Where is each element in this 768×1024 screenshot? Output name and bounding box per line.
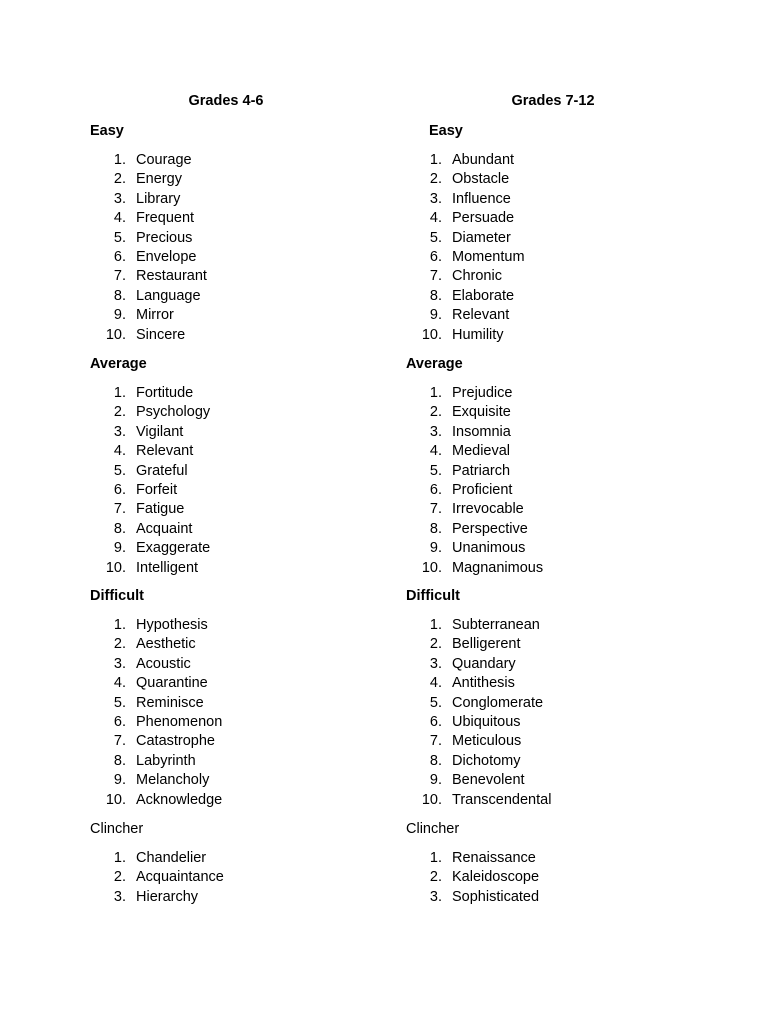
item-number: 9. bbox=[429, 307, 442, 324]
item-number: 3. bbox=[429, 190, 442, 207]
item-number: 7. bbox=[429, 501, 442, 518]
item-number: 7. bbox=[113, 733, 126, 750]
item-number: 2. bbox=[113, 636, 126, 653]
item-word: Mirror bbox=[136, 307, 174, 324]
item-word: Prejudice bbox=[452, 385, 513, 401]
item-number: 9. bbox=[113, 540, 126, 557]
item-number: 8. bbox=[113, 520, 126, 537]
item-number: 2. bbox=[429, 636, 442, 653]
item-word: Reminisce bbox=[136, 694, 204, 711]
item-number: 7. bbox=[113, 268, 126, 285]
item-word: Benevolent bbox=[452, 772, 525, 789]
item-number: 10. bbox=[421, 326, 442, 343]
item-word: Aesthetic bbox=[136, 636, 196, 653]
item-word: Ubiquitous bbox=[452, 713, 521, 730]
item-number: 8. bbox=[113, 752, 126, 769]
item-word: Catastrophe bbox=[136, 733, 215, 750]
item-word: Sophisticated bbox=[452, 888, 540, 905]
item-word: Kaleidoscope bbox=[452, 869, 540, 886]
item-number: 10. bbox=[105, 326, 126, 343]
item-word: Quarantine bbox=[136, 675, 208, 692]
item-word: Precious bbox=[136, 229, 193, 246]
item-number: 8. bbox=[429, 520, 442, 537]
section-label-average: Average bbox=[90, 356, 147, 372]
section-label-difficult: Difficult bbox=[90, 588, 144, 604]
item-word: Unanimous bbox=[452, 540, 526, 557]
item-number: 5. bbox=[429, 229, 442, 246]
item-word: Relevant bbox=[452, 307, 510, 324]
item-number: 3. bbox=[113, 655, 126, 672]
item-number: 6. bbox=[429, 248, 442, 265]
item-word: Envelope bbox=[136, 248, 197, 265]
item-word: Proficient bbox=[452, 481, 513, 498]
item-word: Sincere bbox=[136, 326, 186, 343]
item-number: 4. bbox=[113, 210, 126, 227]
item-word: Labyrinth bbox=[136, 752, 196, 769]
item-number: 4. bbox=[429, 210, 442, 227]
item-number: 9. bbox=[113, 772, 126, 789]
item-word: Belligerent bbox=[452, 636, 521, 653]
item-word: Fortitude bbox=[136, 385, 194, 401]
item-word: Elaborate bbox=[452, 287, 515, 304]
item-word: Meticulous bbox=[452, 733, 522, 750]
item-number: 2. bbox=[429, 404, 442, 421]
item-number: 2. bbox=[429, 869, 442, 886]
section-label-average: Average bbox=[406, 356, 463, 372]
item-word: Chandelier bbox=[136, 850, 207, 866]
item-word: Library bbox=[136, 190, 181, 207]
item-word: Momentum bbox=[452, 248, 525, 265]
item-number: 7. bbox=[429, 733, 442, 750]
item-word: Acoustic bbox=[136, 655, 191, 672]
item-word: Transcendental bbox=[452, 791, 552, 808]
item-word: Magnanimous bbox=[452, 559, 544, 576]
item-number: 8. bbox=[429, 287, 442, 304]
item-number: 1. bbox=[113, 617, 126, 633]
item-number: 6. bbox=[429, 713, 442, 730]
item-word: Chronic bbox=[452, 268, 502, 285]
item-number: 1. bbox=[429, 152, 442, 168]
item-number: 6. bbox=[429, 481, 442, 498]
item-word: Exaggerate bbox=[136, 540, 211, 557]
item-number: 6. bbox=[113, 713, 126, 730]
section-label-easy: Easy bbox=[429, 123, 463, 139]
item-number: 7. bbox=[113, 501, 126, 518]
item-number: 1. bbox=[113, 850, 126, 866]
item-word: Irrevocable bbox=[452, 501, 524, 518]
item-word: Dichotomy bbox=[452, 752, 521, 769]
section-label-clincher: Clincher bbox=[90, 821, 144, 837]
item-number: 6. bbox=[113, 248, 126, 265]
item-number: 5. bbox=[113, 694, 126, 711]
item-word: Diameter bbox=[452, 229, 511, 246]
item-word: Abundant bbox=[452, 152, 515, 168]
item-word: Psychology bbox=[136, 404, 211, 421]
item-number: 4. bbox=[113, 443, 126, 460]
item-word: Obstacle bbox=[452, 171, 510, 188]
item-number: 3. bbox=[113, 190, 126, 207]
item-number: 9. bbox=[113, 307, 126, 324]
column-title: Grades 4-6 bbox=[188, 93, 264, 109]
item-number: 2. bbox=[113, 171, 126, 188]
item-number: 1. bbox=[429, 617, 442, 633]
item-word: Medieval bbox=[452, 443, 511, 460]
item-word: Renaissance bbox=[452, 850, 536, 866]
item-word: Phenomenon bbox=[136, 713, 223, 730]
item-word: Patriarch bbox=[452, 462, 511, 479]
item-number: 10. bbox=[105, 791, 126, 808]
item-number: 5. bbox=[429, 694, 442, 711]
item-word: Conglomerate bbox=[452, 694, 544, 711]
item-word: Relevant bbox=[136, 443, 194, 460]
item-number: 3. bbox=[429, 655, 442, 672]
item-word: Frequent bbox=[136, 210, 195, 227]
item-number: 4. bbox=[429, 675, 442, 692]
item-word: Acquaintance bbox=[136, 869, 224, 886]
item-word: Courage bbox=[136, 152, 192, 168]
item-number: 2. bbox=[113, 869, 126, 886]
item-number: 4. bbox=[113, 675, 126, 692]
item-word: Subterranean bbox=[452, 617, 540, 633]
item-word: Language bbox=[136, 287, 201, 304]
item-number: 8. bbox=[429, 752, 442, 769]
item-number: 1. bbox=[113, 385, 126, 401]
item-number: 1. bbox=[113, 152, 126, 168]
item-number: 9. bbox=[429, 772, 442, 789]
item-number: 1. bbox=[429, 385, 442, 401]
item-number: 3. bbox=[429, 423, 442, 440]
item-word: Hierarchy bbox=[136, 888, 199, 905]
item-word: Insomnia bbox=[452, 423, 511, 440]
item-number: 5. bbox=[429, 462, 442, 479]
item-word: Perspective bbox=[452, 520, 528, 537]
item-word: Antithesis bbox=[452, 675, 515, 692]
item-word: Humility bbox=[452, 326, 504, 343]
item-word: Energy bbox=[136, 171, 182, 188]
section-label-difficult: Difficult bbox=[406, 588, 460, 604]
item-number: 5. bbox=[113, 229, 126, 246]
item-number: 10. bbox=[421, 791, 442, 808]
section-label-easy: Easy bbox=[90, 123, 124, 139]
item-word: Restaurant bbox=[136, 268, 207, 285]
item-number: 9. bbox=[429, 540, 442, 557]
item-word: Grateful bbox=[136, 462, 188, 479]
item-word: Persuade bbox=[452, 210, 515, 227]
item-word: Influence bbox=[452, 190, 511, 207]
item-number: 3. bbox=[113, 423, 126, 440]
item-number: 3. bbox=[429, 888, 442, 905]
item-number: 6. bbox=[113, 481, 126, 498]
item-word: Acknowledge bbox=[136, 791, 223, 808]
item-word: Forfeit bbox=[136, 481, 178, 498]
item-word: Hypothesis bbox=[136, 617, 208, 633]
item-word: Vigilant bbox=[136, 423, 184, 440]
column-title: Grades 7-12 bbox=[511, 93, 595, 109]
item-number: 3. bbox=[113, 888, 126, 905]
item-number: 2. bbox=[429, 171, 442, 188]
item-word: Melancholy bbox=[136, 772, 210, 789]
item-number: 2. bbox=[113, 404, 126, 421]
item-number: 1. bbox=[429, 850, 442, 866]
item-word: Quandary bbox=[452, 655, 516, 672]
item-word: Acquaint bbox=[136, 520, 193, 537]
item-number: 7. bbox=[429, 268, 442, 285]
item-word: Intelligent bbox=[136, 559, 199, 576]
section-label-clincher: Clincher bbox=[406, 821, 460, 837]
item-word: Fatigue bbox=[136, 501, 185, 518]
item-number: 10. bbox=[105, 559, 126, 576]
item-number: 4. bbox=[429, 443, 442, 460]
item-word: Exquisite bbox=[452, 404, 511, 421]
item-number: 8. bbox=[113, 287, 126, 304]
item-number: 5. bbox=[113, 462, 126, 479]
item-number: 10. bbox=[421, 559, 442, 576]
